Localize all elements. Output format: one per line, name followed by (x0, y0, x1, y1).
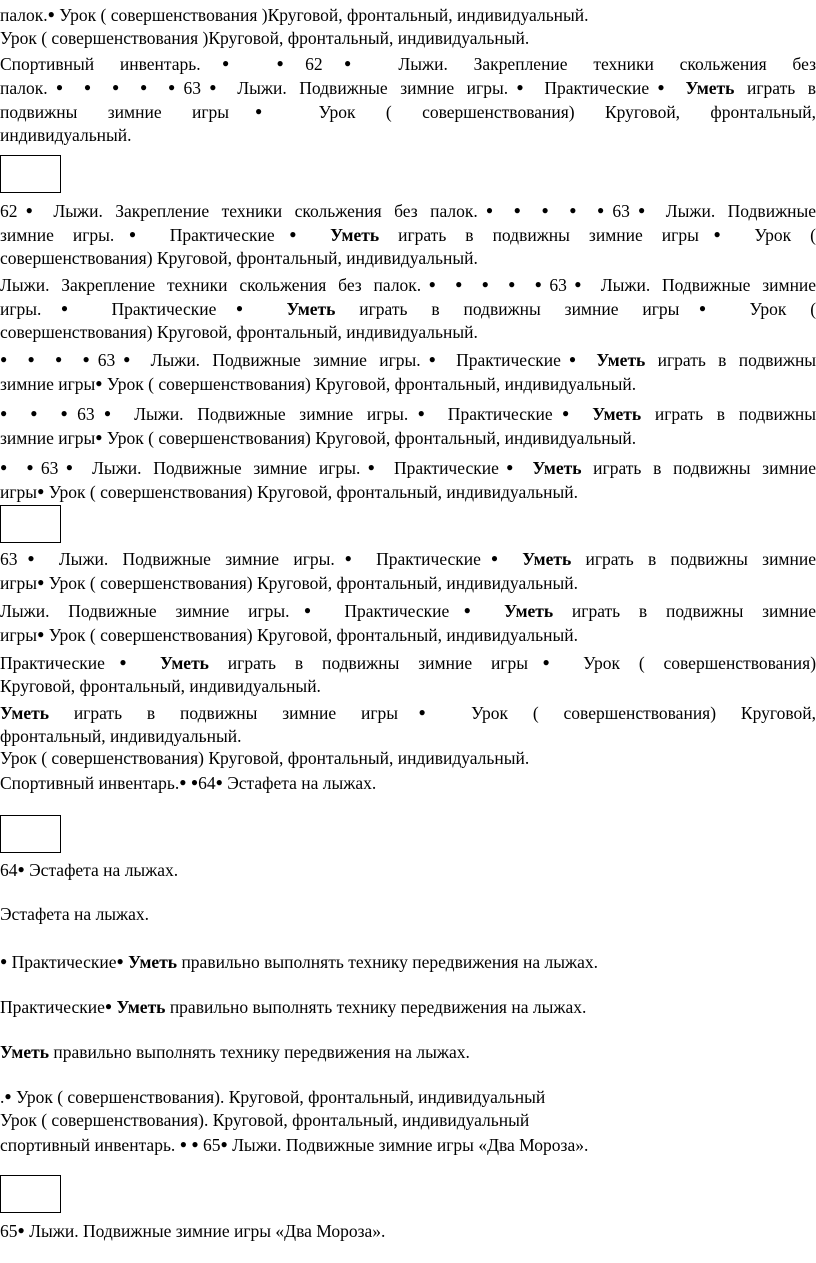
text-line: ● ● ●63● Лыжи. Подвижные зимние игры.● Практические● Уметь играть в подвижны (0, 404, 816, 424)
text-line: ● ● ● ●63● Лыжи. Подвижные зимние игры.● Практические● Уметь играть в подвижны (0, 350, 816, 370)
text-line: ● Практические● Уметь правильно выполнять технику передвижения на лыжах. (0, 952, 598, 972)
text-line: подвижны зимние игры● Урок ( совершенствования) Круговой, фронтальный, (0, 102, 816, 122)
paragraph-10 (0, 598, 816, 646)
text-line: игры● Урок ( совершенствования) Круговой, фронтальный, индивидуальный. (0, 482, 578, 502)
paragraph-6 (0, 347, 816, 395)
text-line: 62● Лыжи. Закрепление техники скольжения без палок.● ● ● ● ●63● Лыжи. Подвижные (0, 201, 816, 221)
text-line: .● Урок ( совершенствования). Круговой, фронтальный, индивидуальный (0, 1087, 546, 1107)
text-line: 64● Эстафета на лыжах. (0, 860, 179, 880)
paragraph-16 (0, 902, 149, 926)
text-line: палок.● Урок ( совершенствования )Круговой, фронтальный, индивидуальный. (0, 5, 589, 25)
paragraph-21 (0, 1108, 529, 1132)
empty-table-cell (0, 155, 61, 193)
text-line: Уметь правильно выполнять технику передвижения на лыжах. (0, 1042, 470, 1062)
text-line: Практические● Уметь правильно выполнять технику передвижения на лыжах. (0, 997, 587, 1017)
text-line: индивидуальный. (0, 125, 132, 145)
text-line: Эстафета на лыжах. (0, 904, 150, 924)
text-line: игры● Урок ( совершенствования) Круговой, фронтальный, индивидуальный. (0, 625, 578, 645)
text-line: палок.● ● ● ● ●63● Лыжи. Подвижные зимние игры.● Практические● Уметь играть в (0, 78, 816, 98)
paragraph-19 (0, 1040, 470, 1064)
paragraph-3 (0, 51, 816, 147)
paragraph-13 (0, 746, 529, 770)
text-line: совершенствования) Круговой, фронтальный, индивидуальный. (0, 322, 478, 342)
text-line: зимние игры.● Практические● Уметь играть в подвижны зимние игры● Урок ( (0, 225, 816, 245)
text-line: Круговой, фронтальный, индивидуальный. (0, 676, 321, 696)
paragraph-15 (0, 857, 178, 881)
paragraph-4 (0, 198, 816, 270)
text-line: ● ●63● Лыжи. Подвижные зимние игры.● Практические● Уметь играть в подвижны зимние (0, 458, 816, 478)
text-line: Спортивный инвентарь.● ●62● Лыжи. Закрепление техники скольжения без (0, 54, 816, 74)
paragraph-18 (0, 994, 586, 1018)
text-line: спортивный инвентарь. ● ● 65● Лыжи. Подвижные зимние игры «Два Мороза». (0, 1135, 589, 1155)
text-line: игры● Урок ( совершенствования) Круговой, фронтальный, индивидуальный. (0, 573, 578, 593)
paragraph-11 (0, 650, 816, 698)
paragraph-14 (0, 770, 376, 794)
text-line: зимние игры● Урок ( совершенствования) Круговой, фронтальный, индивидуальный. (0, 428, 637, 448)
text-line: фронтальный, индивидуальный. (0, 726, 242, 746)
text-line: Уметь играть в подвижны зимние игры● Урок ( совершенствования) Круговой, (0, 703, 816, 723)
paragraph-23 (0, 1218, 385, 1242)
paragraph-9 (0, 546, 816, 594)
text-line: Спортивный инвентарь.● ●64● Эстафета на лыжах. (0, 773, 377, 793)
text-line: зимние игры● Урок ( совершенствования) Круговой, фронтальный, индивидуальный. (0, 374, 637, 394)
paragraph-2 (0, 26, 529, 50)
paragraph-17 (0, 949, 598, 973)
text-line: Лыжи. Закрепление техники скольжения без палок.● ● ● ● ●63● Лыжи. Подвижные зимние (0, 275, 816, 295)
paragraph-1 (0, 2, 589, 26)
text-line: совершенствования) Круговой, фронтальный, индивидуальный. (0, 248, 478, 268)
paragraph-20 (0, 1084, 545, 1108)
text-line: Урок ( совершенствования). Круговой, фронтальный, индивидуальный (0, 1110, 530, 1130)
text-line: Лыжи. Подвижные зимние игры.● Практические● Уметь играть в подвижны зимние (0, 601, 816, 621)
text-line: 63● Лыжи. Подвижные зимние игры.● Практические● Уметь играть в подвижны зимние (0, 549, 816, 569)
paragraph-22 (0, 1132, 588, 1156)
empty-table-cell (0, 1175, 61, 1213)
paragraph-7 (0, 401, 816, 449)
paragraph-8 (0, 455, 816, 503)
paragraph-12 (0, 700, 816, 748)
text-line: Урок ( совершенствования )Круговой, фронтальный, индивидуальный. (0, 28, 530, 48)
text-line: Практические● Уметь играть в подвижны зимние игры● Урок ( совершенствования) (0, 653, 816, 673)
empty-table-cell (0, 505, 61, 543)
paragraph-5 (0, 272, 816, 344)
text-line: 65● Лыжи. Подвижные зимние игры «Два Мороза». (0, 1221, 386, 1241)
text-line: игры.● Практические● Уметь играть в подвижны зимние игры● Урок ( (0, 299, 816, 319)
empty-table-cell (0, 815, 61, 853)
text-line: Урок ( совершенствования) Круговой, фронтальный, индивидуальный. (0, 748, 530, 768)
